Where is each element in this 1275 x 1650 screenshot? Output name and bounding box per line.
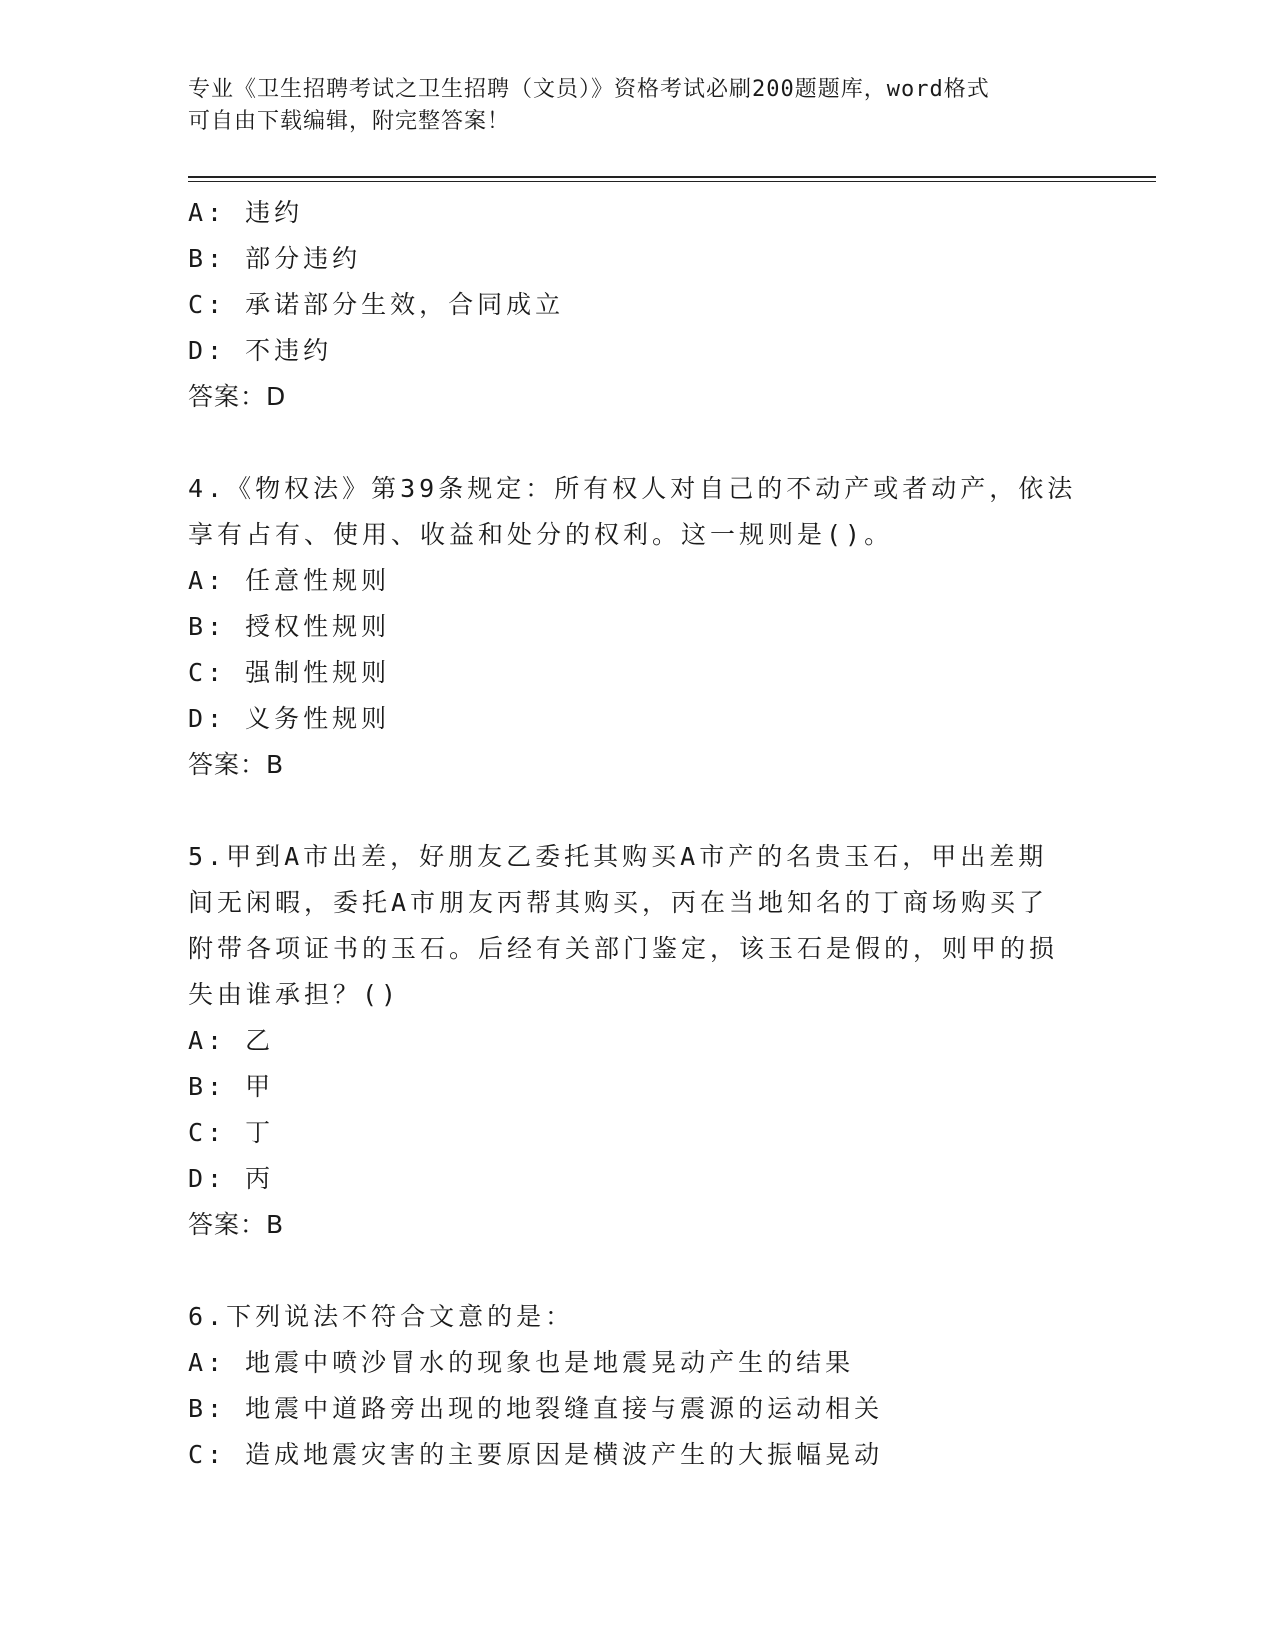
question-5: [188, 834, 1088, 1248]
spacer: [188, 788, 1088, 834]
question-list: [188, 190, 1088, 1478]
option-b: B: 部分违约: [188, 244, 362, 273]
option-c: C: 造成地震灾害的主要原因是横波产生的大振幅晃动: [188, 1440, 884, 1469]
question-stem: 5.甲到A市出差，好朋友乙委托其购买A市产的名贵玉石，甲出差期: [188, 842, 1048, 871]
option-c: C: 丁: [188, 1118, 275, 1147]
question-4: [188, 466, 1088, 788]
answer: 答案：B: [188, 750, 285, 779]
question-stem: 间无闲暇，委托A市朋友丙帮其购买，丙在当地知名的丁商场购买了: [188, 888, 1049, 917]
option-b: B: 地震中道路旁出现的地裂缝直接与震源的运动相关: [188, 1394, 884, 1423]
option-a: A: 乙: [188, 1026, 275, 1055]
option-b: B: 授权性规则: [188, 612, 391, 641]
spacer: [188, 420, 1088, 466]
question-stem: 4.《物权法》第39条规定：所有权人对自己的不动产或者动产，依法: [188, 474, 1077, 503]
header-divider-thin: [188, 181, 1156, 182]
question-3: [188, 190, 1088, 420]
option-b: B: 甲: [188, 1072, 275, 1101]
question-6: [188, 1294, 1088, 1478]
header-line-2: 可自由下载编辑，附完整答案！: [188, 109, 511, 134]
header-divider-thick: [188, 176, 1156, 178]
question-stem: 失由谁承担？(): [188, 980, 401, 1009]
option-a: A: 任意性规则: [188, 566, 391, 595]
question-stem: 附带各项证书的玉石。后经有关部门鉴定，该玉石是假的，则甲的损: [188, 934, 1059, 963]
header-line-1: 专业《卫生招聘考试之卫生招聘（文员）》资格考试必刷200题题库，word格式: [188, 77, 990, 102]
option-a: A: 地震中喷沙冒水的现象也是地震晃动产生的结果: [188, 1348, 855, 1377]
spacer: [188, 1248, 1088, 1294]
option-d: D: 丙: [188, 1164, 275, 1193]
document-header: [188, 74, 1088, 138]
option-d: D: 不违约: [188, 336, 333, 365]
option-c: C: 强制性规则: [188, 658, 391, 687]
question-stem: 6.下列说法不符合文意的是：: [188, 1302, 575, 1331]
option-a: A: 违约: [188, 198, 304, 227]
answer: 答案：D: [188, 382, 287, 411]
option-c: C: 承诺部分生效，合同成立: [188, 290, 565, 319]
question-stem: 享有占有、使用、收益和处分的权利。这一规则是()。: [188, 520, 894, 549]
option-d: D: 义务性规则: [188, 704, 391, 733]
answer: 答案：B: [188, 1210, 285, 1239]
